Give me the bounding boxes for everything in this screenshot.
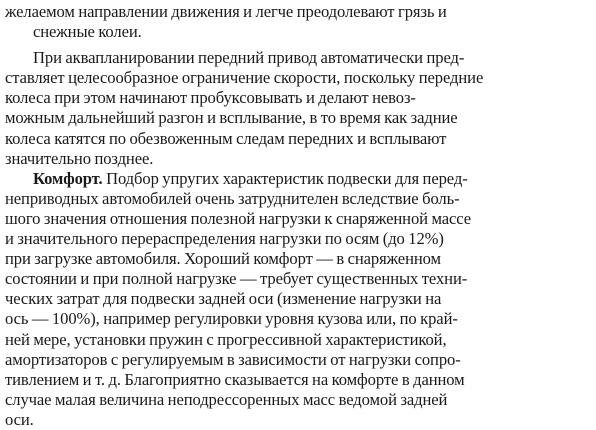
text-line: колеса при этом начинают пробуксовывать и делают невоз-	[5, 88, 416, 108]
text-line-rest: Подбор упругих характеристик подвески для перед-	[102, 168, 468, 188]
text-line	[5, 169, 590, 189]
text-line: случае малая величина неподрессоренных масс ведомой задней	[5, 389, 448, 409]
text-line: оси.	[5, 409, 34, 429]
text-line: снежные колеи.	[33, 22, 142, 42]
text-line: тивлением и т. д. Благоприятно сказывается на комфорте в данном	[5, 369, 465, 389]
text-line: желаемом направлении движения и легче преодолевают грязь и	[5, 2, 447, 21]
text-line: ставляет целесообразное ограничение скорости, поскольку передние	[5, 68, 484, 88]
text-line: амортизаторов с регулируемым в зависимости от нагрузки сопро-	[5, 349, 461, 369]
text-line: значительно позднее.	[5, 148, 154, 168]
text-line: При аквапланировании передний привод автоматически пред-	[33, 48, 465, 68]
text-line: шого значения отношения полезной нагрузки к снаряженной массе	[5, 208, 472, 228]
text-line: ней мере, установки пружин с прогрессивной характеристикой,	[5, 329, 447, 349]
text-line: ческих затрат для подвески задней оси (изменение нагрузки на	[5, 289, 442, 309]
section-heading: Комфорт.	[33, 168, 103, 188]
text-line: ось — 100%), например регулировки уровня кузова или, по край-	[5, 309, 458, 329]
paragraph-aquaplaning	[5, 48, 590, 169]
text-line: и значительного перераспределения нагрузки по осям (до 12%)	[5, 229, 444, 249]
text-line: при загрузке автомобиля. Хороший комфорт — в снаряженном	[5, 249, 441, 269]
paragraph-intro	[5, 2, 590, 42]
text-line: колеса катятся по обезвоженным следам передних и всплывают	[5, 128, 447, 148]
text-line: неприводных автомобилей очень затруднителен вследствие боль-	[5, 188, 460, 208]
text-line: состоянии и при полной нагрузке — требует существенных техни-	[5, 269, 468, 289]
paragraph-comfort	[5, 169, 590, 430]
text-line: можным дальнейший разгон и всплывание, в то время как задние	[5, 108, 458, 128]
